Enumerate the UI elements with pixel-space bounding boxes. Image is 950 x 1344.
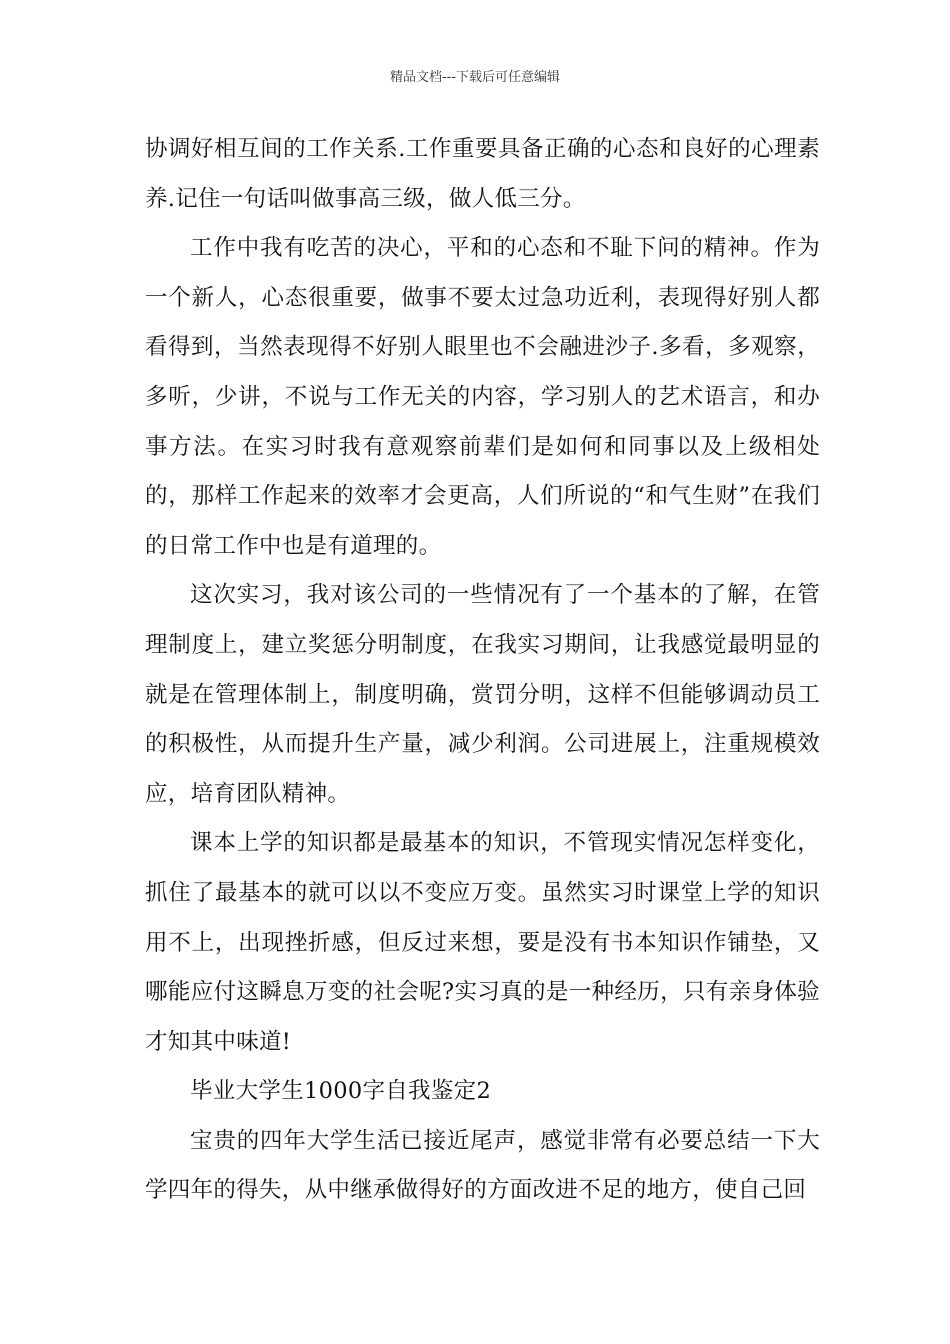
paragraph: 这次实习，我对该公司的一些情况有了一个基本的了解，在管理制度上，建立奖惩分明制度，在我实习期间，让我感觉最明显的就是在管理体制上，制度明确，赏罚分明，这样不但能够调动员工的积极性，从而提升生产量，减少利润。公司进展上，注重规模效应，培育团队精神。 <box>145 582 820 807</box>
document-body <box>145 125 820 1216</box>
page-header: 精品文档---下载后可任意编辑 <box>389 70 561 85</box>
paragraph: 宝贵的四年大学生活已接近尾声，感觉非常有必要总结一下大学四年的得失，从中继承做得好的方面改进不足的地方，使自己回 <box>145 1127 820 1204</box>
paragraph: 课本上学的知识都是最基本的知识，不管现实情况怎样变化，抓住了最基本的就可以以不变应万变。虽然实习时课堂上学的知识用不上，出现挫折感，但反过来想，要是没有书本知识作铺垫，又哪能应付这瞬息万变的社会呢?实习真的是一种经历，只有亲身体验才知其中味道! <box>145 830 820 1055</box>
section-heading: 毕业大学生1000字自我鉴定2 <box>190 1078 492 1105</box>
paragraph: 协调好相互间的工作关系.工作重要具备正确的心态和良好的心理素养.记住一句话叫做事高三级，做人低三分。 <box>145 136 820 212</box>
paragraph: 工作中我有吃苦的决心，平和的心态和不耻下问的精神。作为一个新人，心态很重要，做事不要太过急功近利，表现得好别人都看得到，当然表现得不好别人眼里也不会融进沙子.多看，多观察，多听，少讲，不说与工作无关的内容，学习别人的艺术语言，和办事方法。在实习时我有意观察前辈们是如何和同事以及上级相处的，那样工作起来的效率才会更高，人们所说的“和气生财”在我们的日常工作中也是有道理的。 <box>145 235 820 559</box>
